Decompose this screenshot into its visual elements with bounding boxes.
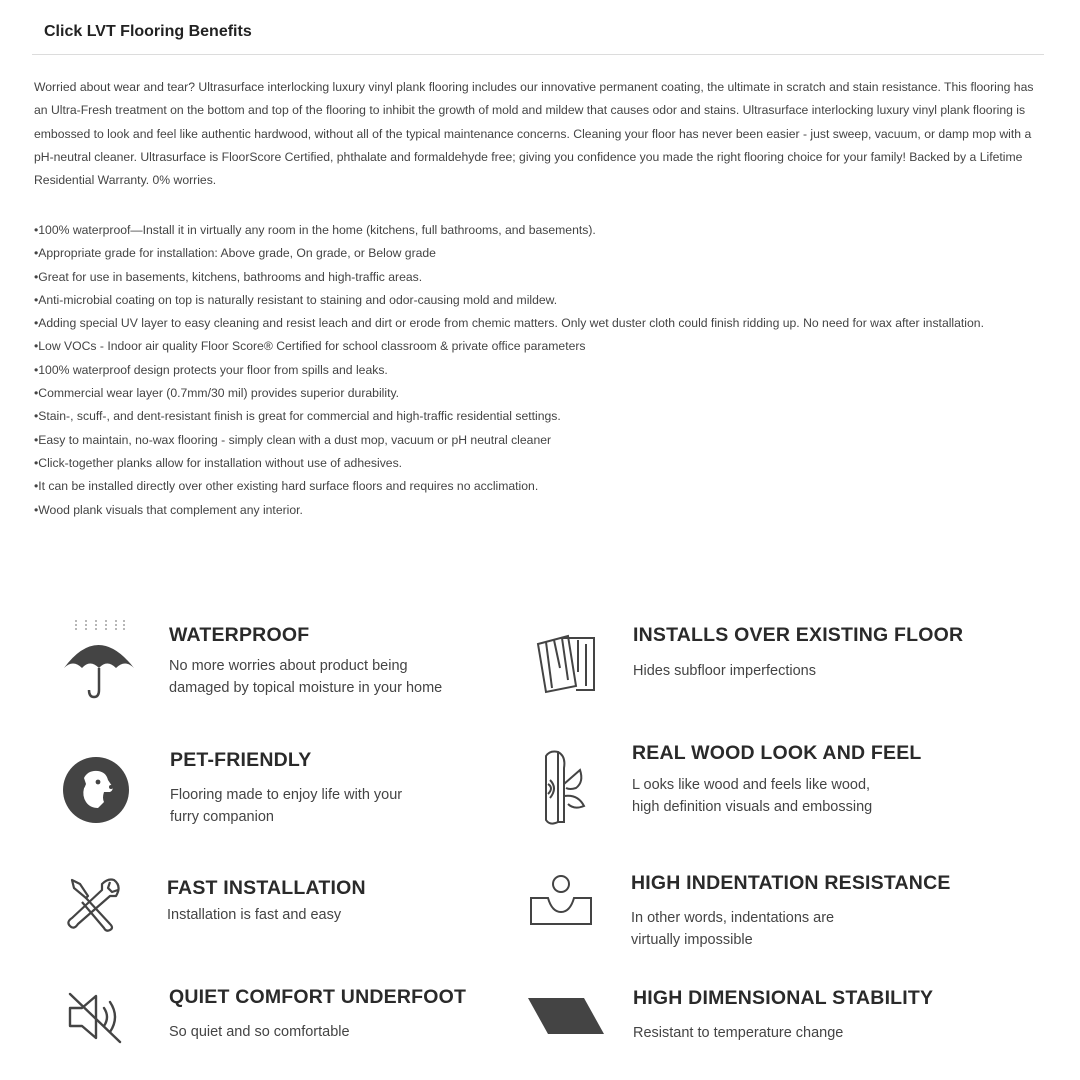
feature-title: FAST INSTALLATION: [167, 877, 366, 899]
list-item: •100% waterproof design protects your floor from spills and leaks.: [34, 362, 388, 377]
list-item: •Appropriate grade for installation: Above grade, On grade, or Below grade: [34, 246, 436, 261]
feature-quiet-comfort: [169, 986, 466, 1043]
list-item: •Wood plank visuals that complement any interior.: [34, 502, 303, 517]
feature-desc-line: damaged by topical moisture in your home: [169, 680, 443, 696]
feature-installs-over-existing-floor: [633, 624, 963, 682]
feature-description: [169, 1021, 466, 1043]
planks-icon: [534, 630, 598, 694]
feature-desc-line: Flooring made to enjoy life with your: [170, 787, 403, 803]
feature-desc-line: L ooks like wood and feels like wood,: [632, 777, 871, 793]
feature-description: [167, 904, 366, 926]
feature-title: HIGH INDENTATION RESISTANCE: [631, 872, 951, 894]
indentation-icon: [528, 872, 594, 932]
list-item: •Click-together planks allow for installation without use of adhesives.: [34, 455, 403, 470]
feature-desc-line: No more worries about product being: [169, 658, 408, 674]
list-item: •Commercial wear layer (0.7mm/30 mil) provides superior durability.: [34, 386, 400, 401]
feature-description: [632, 774, 922, 818]
stability-icon: [526, 994, 606, 1036]
benefits-list: [34, 219, 1044, 522]
title-divider: [32, 54, 1044, 55]
list-item: •It can be installed directly over other existing hard surface floors and requires no acclimation.: [34, 479, 539, 494]
list-item: •Easy to maintain, no-wax flooring - simply clean with a dust mop, vacuum or pH neutral cleaner: [34, 432, 552, 447]
wood-log-icon: [540, 748, 596, 828]
feature-pet-friendly: [170, 749, 402, 828]
feature-description: [633, 1022, 933, 1044]
feature-title: HIGH DIMENSIONAL STABILITY: [633, 987, 934, 1009]
tools-icon: [64, 874, 124, 934]
mute-speaker-icon: [64, 988, 128, 1046]
feature-desc-line: Hides subfloor imperfections: [633, 663, 816, 679]
feature-desc-line: furry companion: [170, 809, 274, 825]
feature-desc-line: high definition visuals and embossing: [632, 799, 873, 815]
feature-waterproof: [169, 624, 442, 699]
feature-description: [633, 660, 963, 682]
feature-title: QUIET COMFORT UNDERFOOT: [169, 986, 467, 1008]
list-item: •100% waterproof—Install it in virtually any room in the home (kitchens, full bathrooms, and basements).: [34, 223, 596, 237]
feature-high-indentation-resistance: [631, 872, 951, 951]
feature-desc-line: virtually impossible: [631, 932, 753, 948]
list-item: •Adding special UV layer to easy cleaning and resist leach and dirt or erode from chemic matters. Only wet duster cloth could finish ridding up. No need for wax after installation.: [34, 316, 984, 331]
feature-description: [170, 784, 402, 828]
dog-icon: [62, 756, 130, 824]
feature-title: WATERPROOF: [169, 624, 310, 646]
feature-description: [169, 655, 442, 699]
description-paragraph: Worried about wear and tear? Ultrasurface interlocking luxury vinyl plank flooring includes our innovative permanent coating, the ultimate in scratch and stain resistance. This flooring has an Ultra-Fresh treatment on the bottom and top of the flooring to inhibit the growth of mold and mildew that causes odor and stains. Ultrasurface interlocking luxury vinyl plank flooring is embossed to look and feel like authentic hardwood, without all of the typical maintenance concerns. Cleaning your floor has never been easier - just sweep, vacuum, or damp mop with a pH-neutral cleaner. Ultrasurface is FloorScore Certified, phthalate and formaldehyde free; giving you confidence you made the right flooring choice for your family! Backed by a Lifetime Residential Warranty. 0% worries.: [34, 80, 1034, 188]
feature-desc-line: Installation is fast and easy: [167, 907, 342, 923]
feature-fast-installation: [167, 877, 366, 926]
page-title: Click LVT Flooring Benefits: [44, 23, 252, 40]
feature-desc-line: Resistant to temperature change: [633, 1025, 844, 1041]
list-item: •Stain-, scuff-, and dent-resistant finish is great for commercial and high-traffic residential settings.: [34, 409, 561, 424]
list-item: •Low VOCs - Indoor air quality Floor Score® Certified for school classroom & private office parameters: [34, 339, 586, 354]
feature-title: REAL WOOD LOOK AND FEEL: [632, 742, 922, 764]
list-item: •Great for use in basements, kitchens, bathrooms and high-traffic areas.: [34, 269, 423, 284]
list-item: •Anti-microbial coating on top is naturally resistant to staining and odor-causing mold and mildew.: [34, 292, 558, 307]
umbrella-icon: [60, 618, 140, 702]
feature-desc-line: In other words, indentations are: [631, 910, 835, 926]
feature-desc-line: So quiet and so comfortable: [169, 1024, 350, 1040]
feature-description: [631, 907, 951, 951]
feature-title: PET-FRIENDLY: [170, 749, 312, 771]
feature-high-dimensional-stability: [633, 987, 933, 1044]
feature-real-wood-look: [632, 742, 922, 818]
feature-title: INSTALLS OVER EXISTING FLOOR: [633, 624, 964, 646]
